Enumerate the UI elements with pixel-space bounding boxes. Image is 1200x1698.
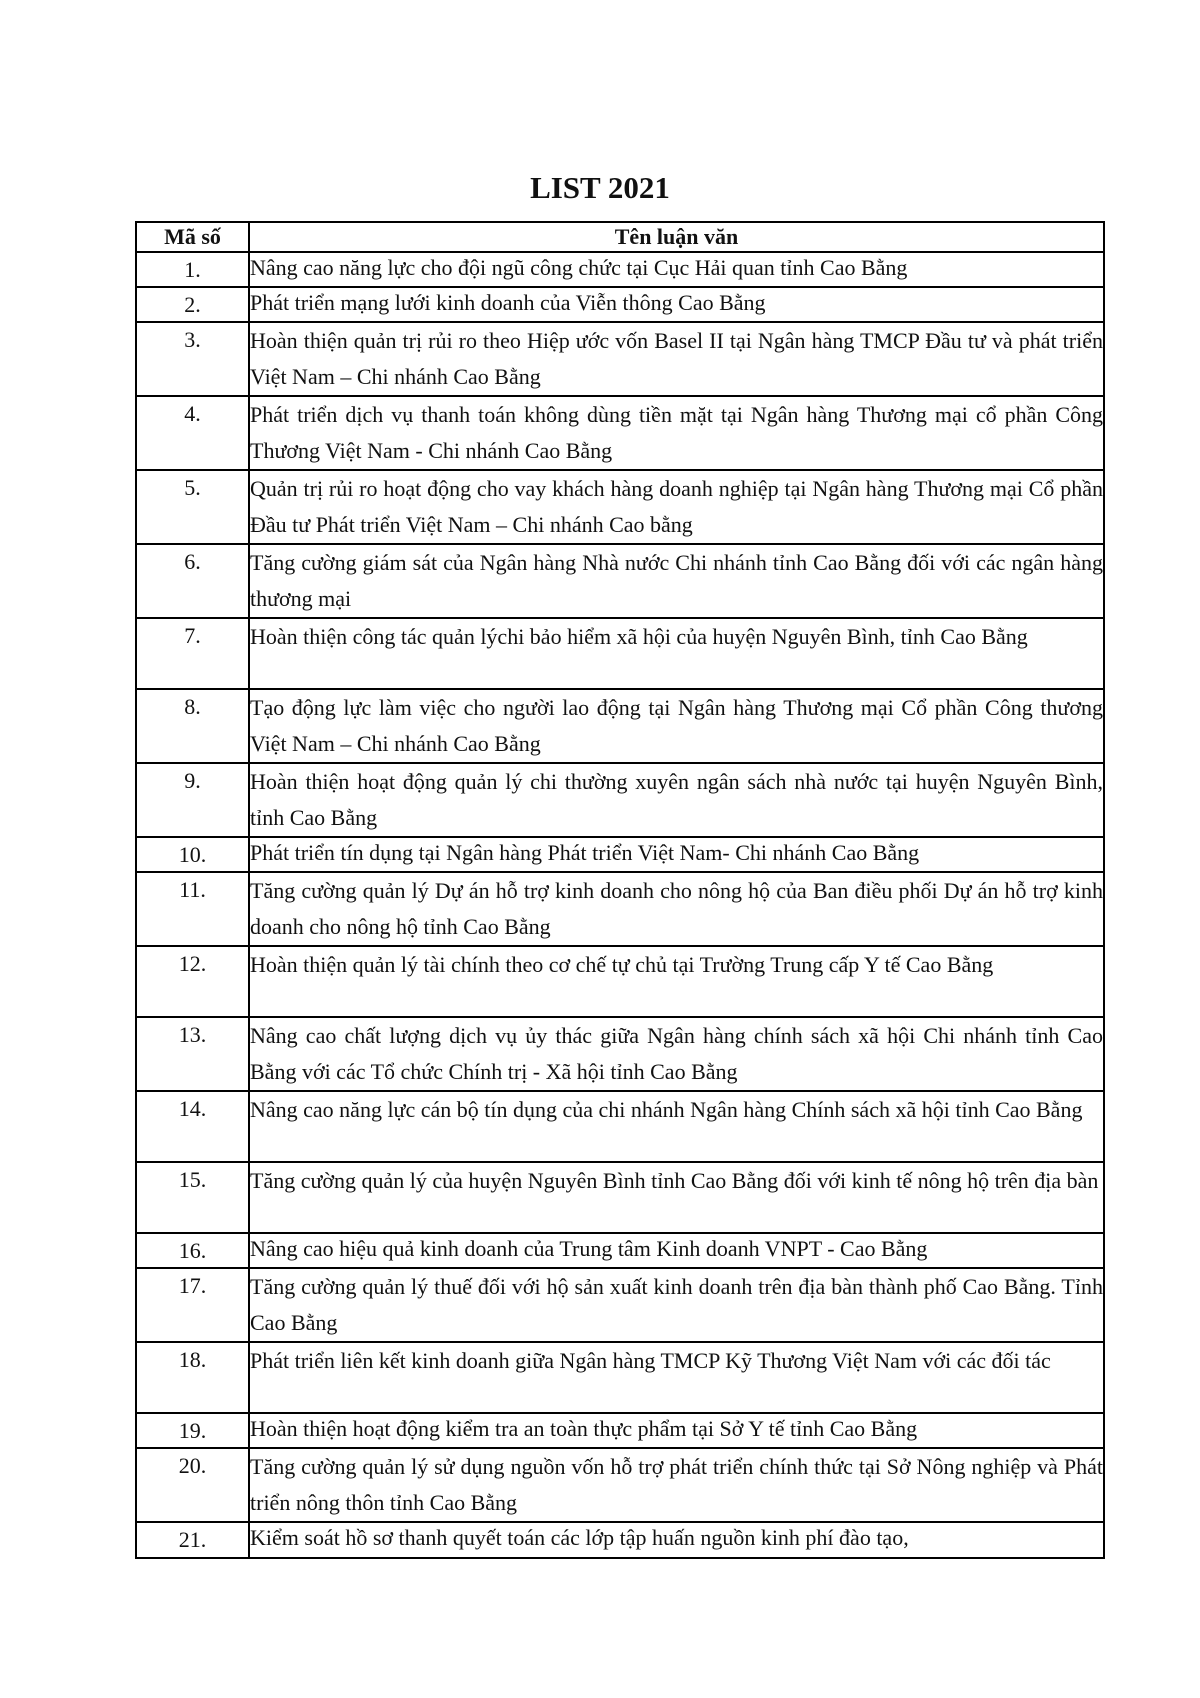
row-title: Quản trị rủi ro hoạt động cho vay khách hàng doanh nghiệp tại Ngân hàng Thương mại Cổ phần Đầu tư Phát triển Việt Nam – Chi nhánh Cao bằng <box>249 470 1104 544</box>
row-title: Tăng cường quản lý của huyện Nguyên Bình tỉnh Cao Bằng đối với kinh tế nông hộ trên địa bàn <box>249 1162 1104 1233</box>
row-number: 13. <box>136 1017 249 1091</box>
row-title: Hoàn thiện công tác quản lýchi bảo hiểm xã hội của huyện Nguyên Bình, tỉnh Cao Bằng <box>249 618 1104 689</box>
row-title: Nâng cao năng lực cán bộ tín dụng của chi nhánh Ngân hàng Chính sách xã hội tỉnh Cao Bằng <box>249 1091 1104 1162</box>
row-number: 17. <box>136 1268 249 1342</box>
row-number: 10. <box>136 837 249 872</box>
row-title: Phát triển mạng lưới kinh doanh của Viễn thông Cao Bằng <box>249 287 1104 322</box>
row-number: 16. <box>136 1233 249 1268</box>
header-code: Mã số <box>136 222 249 252</box>
row-title: Hoàn thiện quản trị rủi ro theo Hiệp ước vốn Basel II tại Ngân hàng TMCP Đầu tư và phát triển Việt Nam – Chi nhánh Cao Bằng <box>249 322 1104 396</box>
row-title: Tăng cường giám sát của Ngân hàng Nhà nước Chi nhánh tỉnh Cao Bằng đối với các ngân hàng thương mại <box>249 544 1104 618</box>
row-number: 9. <box>136 763 249 837</box>
row-title: Nâng cao năng lực cho đội ngũ công chức tại Cục Hải quan tỉnh Cao Bằng <box>249 252 1104 287</box>
table-row <box>136 618 1104 689</box>
table-row <box>136 1233 1104 1268</box>
thesis-table <box>135 221 1105 1559</box>
table-row <box>136 1091 1104 1162</box>
table-row <box>136 1162 1104 1233</box>
page-title: LIST 2021 <box>530 170 670 205</box>
row-title: Nâng cao hiệu quả kinh doanh của Trung tâm Kinh doanh VNPT - Cao Bằng <box>249 1233 1104 1268</box>
table-row <box>136 1342 1104 1413</box>
table-row <box>136 252 1104 287</box>
table-row <box>136 287 1104 322</box>
table-row <box>136 322 1104 396</box>
row-title: Tăng cường quản lý Dự án hỗ trợ kinh doanh cho nông hộ của Ban điều phối Dự án hỗ trợ kinh doanh cho nông hộ tỉnh Cao Bằng <box>249 872 1104 946</box>
row-number: 6. <box>136 544 249 618</box>
row-number: 2. <box>136 287 249 322</box>
table-row <box>136 1017 1104 1091</box>
row-title: Hoàn thiện hoạt động quản lý chi thường xuyên ngân sách nhà nước tại huyện Nguyên Bình, tỉnh Cao Bằng <box>249 763 1104 837</box>
row-number: 4. <box>136 396 249 470</box>
table-row <box>136 837 1104 872</box>
table-row <box>136 763 1104 837</box>
header-title: Tên luận văn <box>249 222 1104 252</box>
table-row <box>136 689 1104 763</box>
row-number: 3. <box>136 322 249 396</box>
row-number: 5. <box>136 470 249 544</box>
row-title: Nâng cao chất lượng dịch vụ ủy thác giữa Ngân hàng chính sách xã hội Chi nhánh tỉnh Cao Bằng với các Tổ chức Chính trị - Xã hội tỉnh Cao Bằng <box>249 1017 1104 1091</box>
row-number: 12. <box>136 946 249 1017</box>
table-row <box>136 396 1104 470</box>
row-title: Tăng cường quản lý thuế đối với hộ sản xuất kinh doanh trên địa bàn thành phố Cao Bằng. Tỉnh Cao Bằng <box>249 1268 1104 1342</box>
table-row <box>136 1522 1104 1558</box>
row-title: Tăng cường quản lý sử dụng nguồn vốn hỗ trợ phát triển chính thức tại Sở Nông nghiệp và Phát triển nông thôn tỉnh Cao Bằng <box>249 1448 1104 1522</box>
row-title: Phát triển liên kết kinh doanh giữa Ngân hàng TMCP Kỹ Thương Việt Nam với các đối tác <box>249 1342 1104 1413</box>
row-number: 18. <box>136 1342 249 1413</box>
row-title: Tạo động lực làm việc cho người lao động tại Ngân hàng Thương mại Cổ phần Công thương Việt Nam – Chi nhánh Cao Bằng <box>249 689 1104 763</box>
row-title: Phát triển dịch vụ thanh toán không dùng tiền mặt tại Ngân hàng Thương mại cổ phần Công Thương Việt Nam - Chi nhánh Cao Bằng <box>249 396 1104 470</box>
table-header-row <box>136 222 1104 252</box>
row-title: Hoàn thiện hoạt động kiểm tra an toàn thực phẩm tại Sở Y tế tỉnh Cao Bằng <box>249 1413 1104 1448</box>
row-number: 21. <box>136 1522 249 1558</box>
row-number: 20. <box>136 1448 249 1522</box>
table-row <box>136 872 1104 946</box>
row-number: 19. <box>136 1413 249 1448</box>
row-title: Kiểm soát hồ sơ thanh quyết toán các lớp tập huấn nguồn kinh phí đào tạo, <box>249 1522 1104 1558</box>
table-row <box>136 946 1104 1017</box>
table-row <box>136 470 1104 544</box>
row-number: 14. <box>136 1091 249 1162</box>
row-number: 15. <box>136 1162 249 1233</box>
row-number: 11. <box>136 872 249 946</box>
row-title: Phát triển tín dụng tại Ngân hàng Phát triển Việt Nam- Chi nhánh Cao Bằng <box>249 837 1104 872</box>
row-title: Hoàn thiện quản lý tài chính theo cơ chế tự chủ tại Trường Trung cấp Y tế Cao Bằng <box>249 946 1104 1017</box>
row-number: 1. <box>136 252 249 287</box>
table-row <box>136 1268 1104 1342</box>
table-row <box>136 544 1104 618</box>
row-number: 8. <box>136 689 249 763</box>
table-row <box>136 1448 1104 1522</box>
table-row <box>136 1413 1104 1448</box>
row-number: 7. <box>136 618 249 689</box>
